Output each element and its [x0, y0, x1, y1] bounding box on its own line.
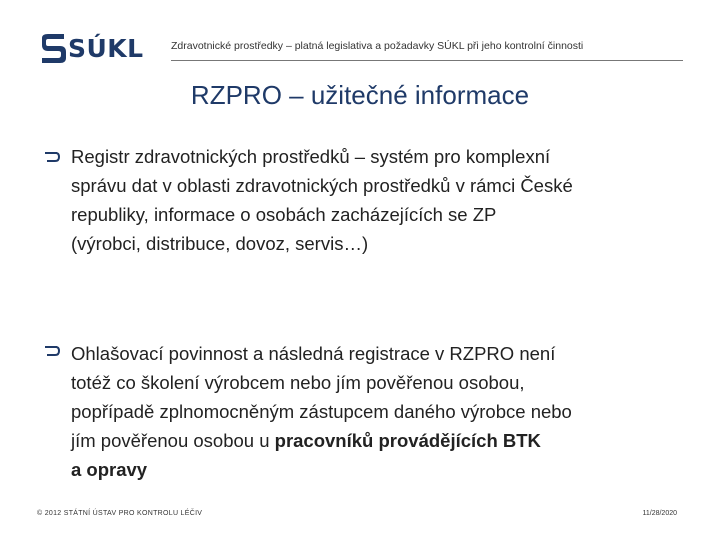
header-divider	[171, 60, 683, 61]
bullet-icon	[44, 150, 60, 164]
slide-title: RZPRO – užitečné informace	[190, 80, 530, 110]
paragraph-line: správu dat v oblasti zdravotnických prostředků v rámci České	[71, 175, 573, 196]
bullet-paragraph-2	[71, 339, 671, 484]
emphasis-text: BTK	[502, 430, 541, 451]
presentation-subtitle: Zdravotnické prostředky – platná legislativa a požadavky SÚKL při jeho kontrolní činnosti	[171, 40, 584, 52]
footer-copyright: © 2012 STÁTNÍ ÚSTAV PRO KONTROLU LÉČIV	[37, 510, 203, 517]
emphasis-text: pracovníků provádějících	[274, 430, 498, 451]
bullet-icon	[44, 344, 60, 358]
logo-wordmark: SÚKL	[68, 34, 144, 63]
paragraph-line: (výrobci, distribuce, dovoz, servis…)	[71, 233, 369, 254]
paragraph-line: Registr zdravotnických prostředků – systém pro komplexní	[71, 146, 551, 167]
paragraph-line: Ohlašovací povinnost a následná registrace v RZPRO není	[71, 343, 556, 364]
paragraph-line	[71, 426, 671, 455]
paragraph-line: totéž co školení výrobcem nebo jím pověřenou osobou,	[71, 372, 525, 393]
bullet-paragraph-1	[71, 142, 671, 258]
sukl-logo-mark-icon	[36, 30, 70, 68]
footer-date: 11/28/2020	[642, 510, 677, 517]
paragraph-text: jím pověřenou osobou u	[71, 430, 275, 451]
emphasis-line: a opravy	[71, 459, 148, 480]
paragraph-line: republiky, informace o osobách zacházejících se ZP	[71, 204, 497, 225]
paragraph-line: popřípadě zplnomocněným zástupcem daného výrobce nebo	[71, 401, 572, 422]
